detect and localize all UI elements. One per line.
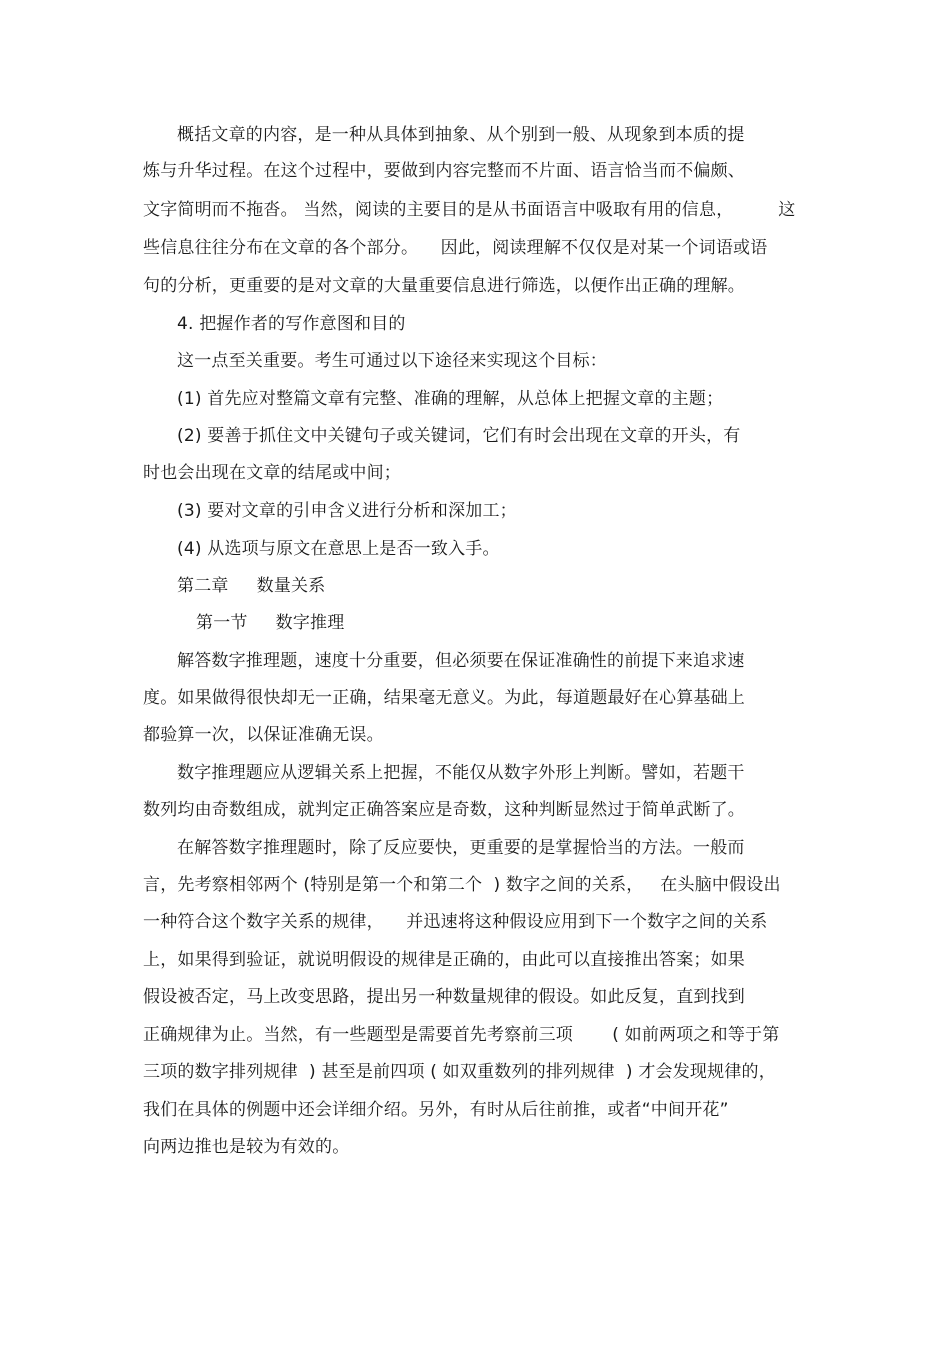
text-line: 概括文章的内容，是一种从具体到抽象、从个别到一般、从现象到本质的提 bbox=[177, 125, 745, 145]
section-heading: 4. 把握作者的写作意图和目的 bbox=[177, 314, 406, 334]
text-line: 时也会出现在文章的结尾或中间； bbox=[143, 463, 401, 483]
text-line: 数列均由奇数组成，就判定正确答案应是奇数，这种判断显然过于简单武断了。 bbox=[143, 800, 745, 820]
text-line: 这一点至关重要。考生可通过以下途径来实现这个目标： bbox=[177, 351, 607, 371]
list-item: (4) 从选项与原文在意思上是否一致入手。 bbox=[177, 539, 500, 559]
text-line: 些信息往往分布在文章的各个部分。 因此，阅读理解不仅仅是对某一个词语或语 bbox=[143, 238, 768, 258]
text-line: 言，先考察相邻两个 (特别是第一个和第二个 ) 数字之间的关系， 在头脑中假设出 bbox=[143, 875, 781, 895]
text-line: 解答数字推理题，速度十分重要，但必须要在保证准确性的前提下来追求速 bbox=[177, 651, 745, 671]
text-line: 上，如果得到验证，就说明假设的规律是正确的，由此可以直接推出答案；如果 bbox=[143, 950, 745, 970]
section-heading: 第一节 数字推理 bbox=[196, 613, 345, 633]
list-item: (1) 首先应对整篇文章有完整、准确的理解，从总体上把握文章的主题； bbox=[177, 389, 724, 409]
list-item: (2) 要善于抓住文中关键句子或关键词，它们有时会出现在文章的开头，有 bbox=[177, 426, 741, 446]
chapter-heading: 第二章 数量关系 bbox=[177, 576, 326, 596]
text-line: 一种符合这个数字关系的规律， 并迅速将这种假设应用到下一个数字之间的关系 bbox=[143, 912, 768, 932]
text-line: 都验算一次，以保证准确无误。 bbox=[143, 725, 384, 745]
list-item: (3) 要对文章的引申含义进行分析和深加工； bbox=[177, 501, 517, 521]
text-line: 正确规律为止。当然，有一些题型是需要首先考察前三项 ( 如前两项之和等于第 bbox=[143, 1025, 780, 1045]
text-line: 数字推理题应从逻辑关系上把握，不能仅从数字外形上判断。譬如，若题干 bbox=[177, 763, 745, 783]
text-line: 炼与升华过程。在这个过程中，要做到内容完整而不片面、语言恰当而不偏颇、 bbox=[143, 161, 745, 181]
text-line: 我们在具体的例题中还会详细介绍。另外，有时从后往前推，或者“中间开花” bbox=[143, 1100, 729, 1120]
text-line: 在解答数字推理题时，除了反应要快，更重要的是掌握恰当的方法。一般而 bbox=[177, 838, 745, 858]
text-line: 度。如果做得很快却无一正确，结果毫无意义。为此，每道题最好在心算基础上 bbox=[143, 688, 745, 708]
text-line: 文字简明而不拖沓。 当然，阅读的主要目的是从书面语言中吸取有用的信息， 这 bbox=[143, 200, 796, 220]
text-line: 假设被否定，马上改变思路，提出另一种数量规律的假设。如此反复，直到找到 bbox=[143, 987, 745, 1007]
text-line: 句的分析，更重要的是对文章的大量重要信息进行筛选，以便作出正确的理解。 bbox=[143, 276, 745, 296]
text-line: 向两边推也是较为有效的。 bbox=[143, 1137, 350, 1157]
text-line: 三项的数字排列规律 ) 甚至是前四项 ( 如双重数列的排列规律 ) 才会发现规律的， bbox=[143, 1062, 776, 1082]
